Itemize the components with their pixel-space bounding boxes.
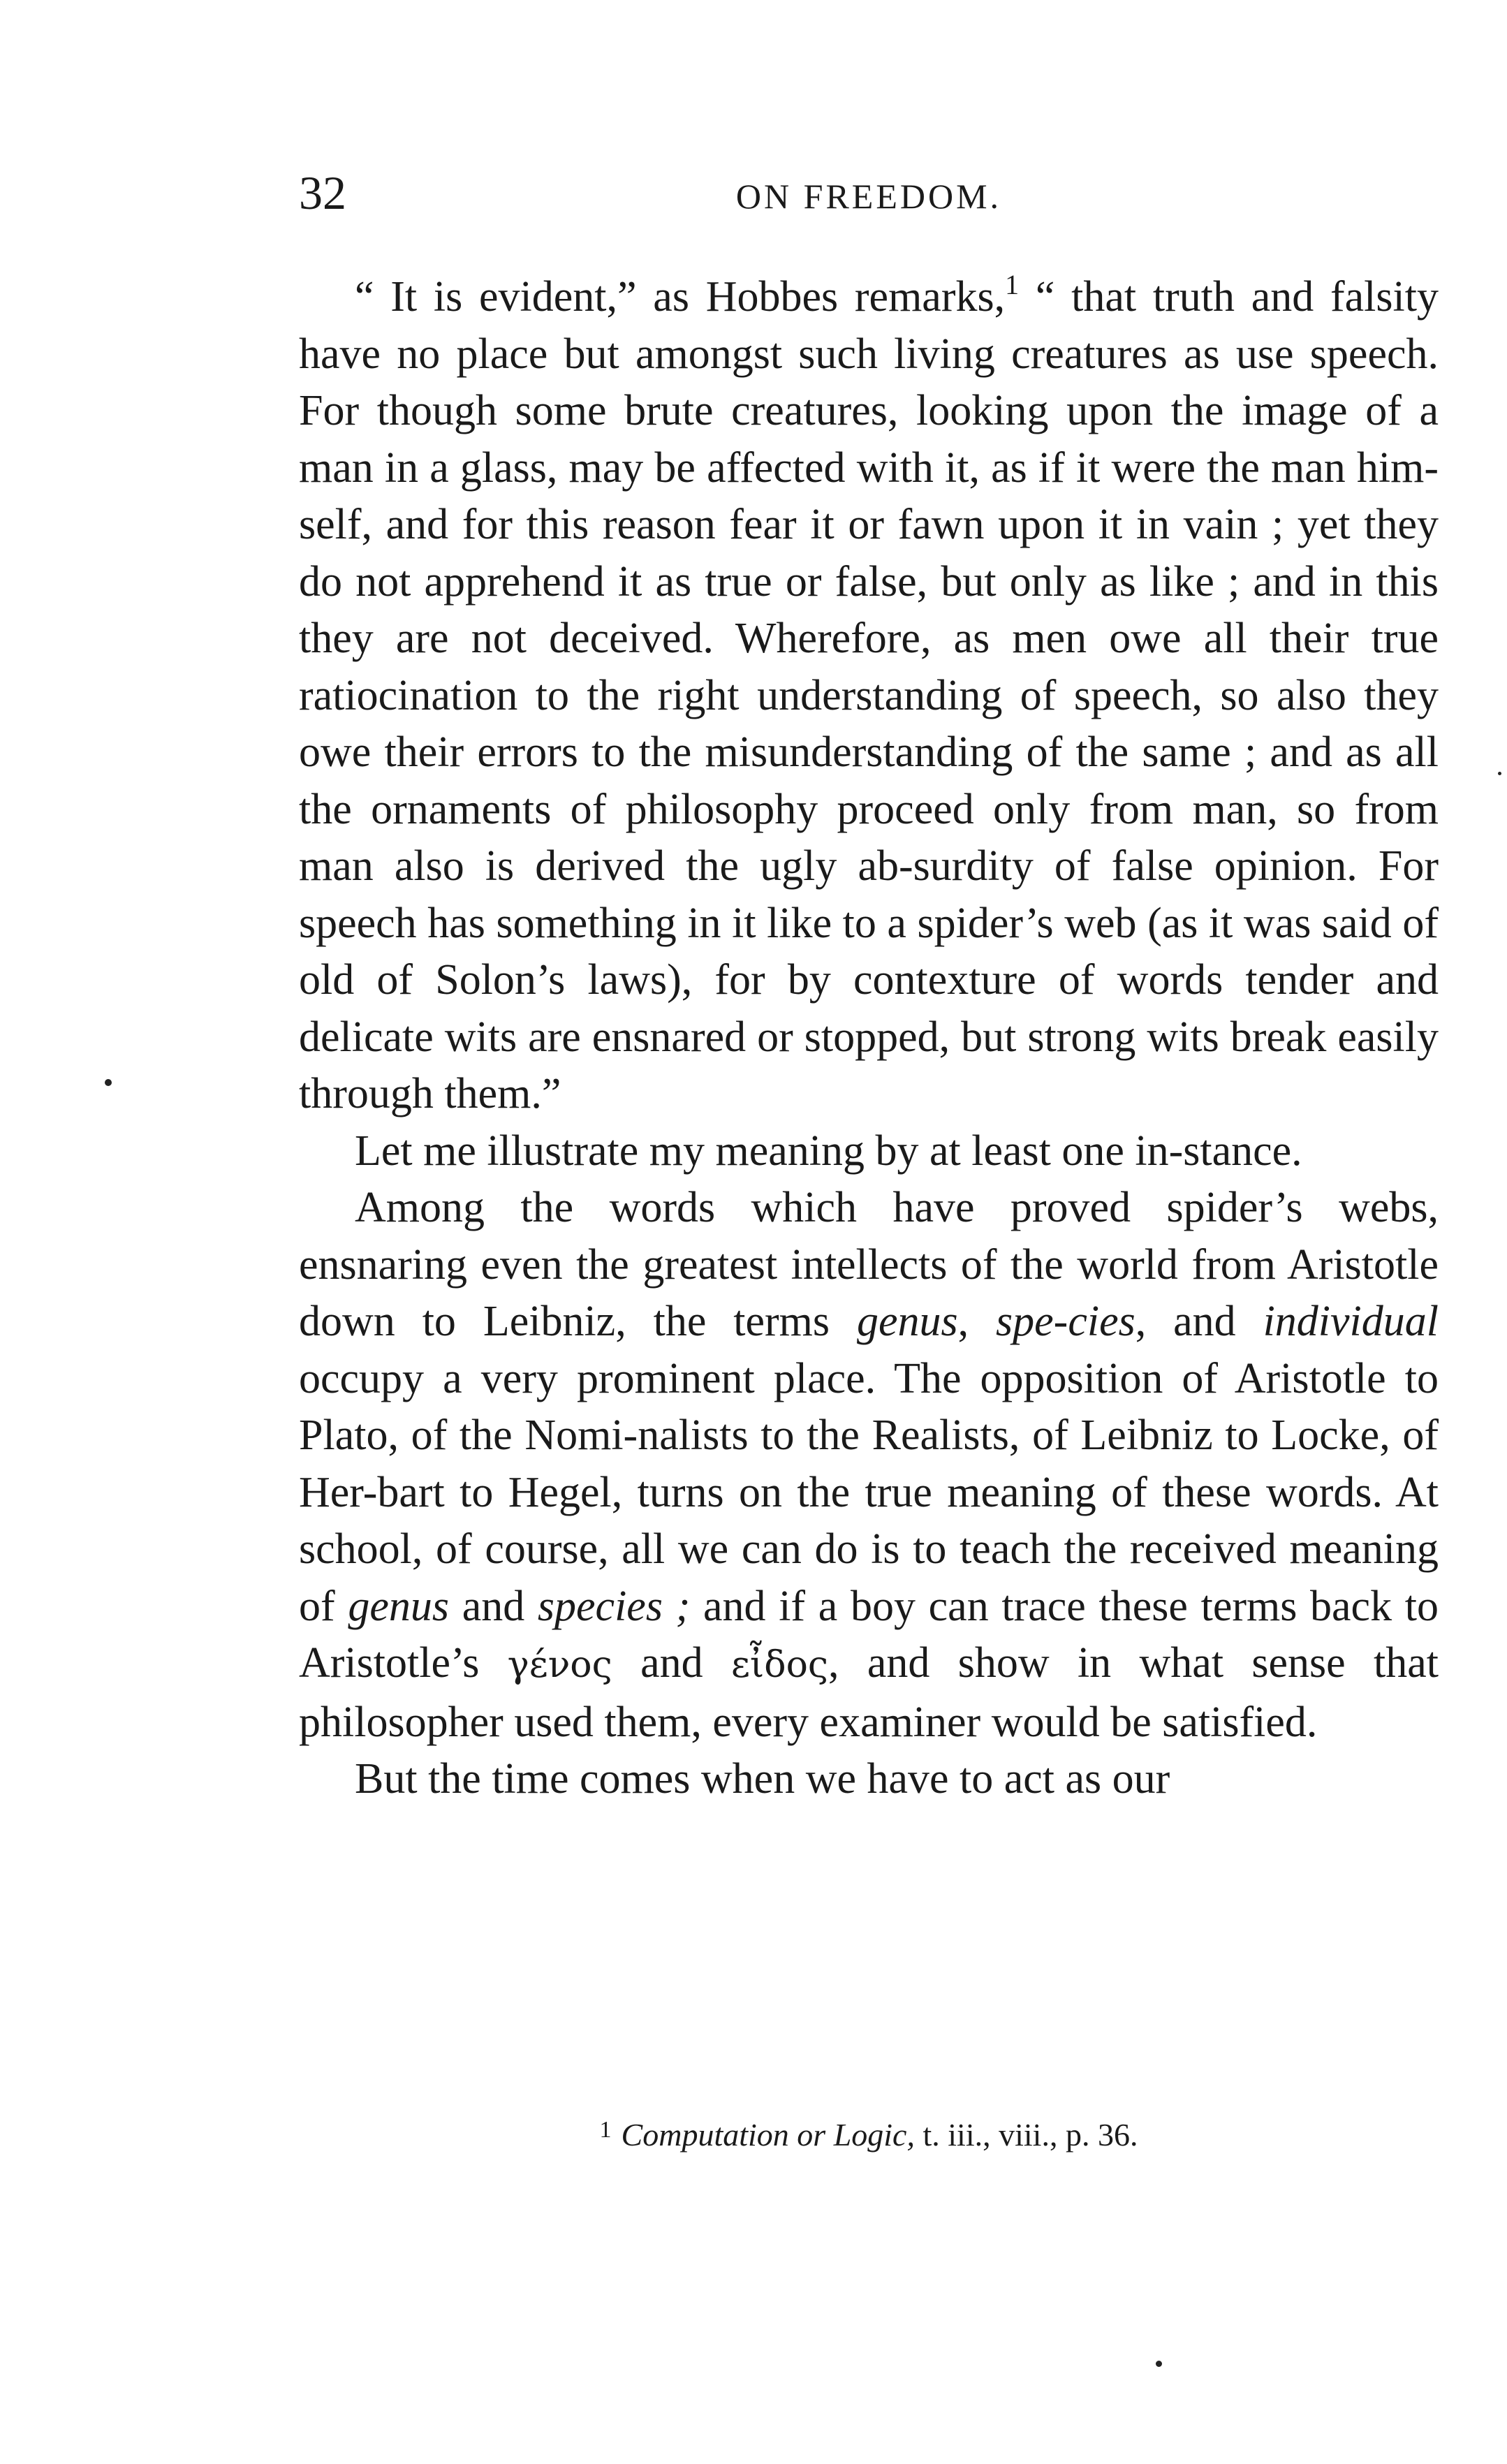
footnote-mark: 1 — [599, 2117, 612, 2143]
footnote — [299, 2109, 1439, 2156]
paragraph-but-the-time: But the time comes when we have to act as our — [355, 1755, 1170, 1803]
paragraph-spiders-webs: Among the words which have proved spider’s webs, ensnaring even the greatest intellects of the world from Aristotle down to Leibniz, the terms genus, spe-cies, and individual occupy a very prominent place. The opposition of Aristotle to Plato, of the Nomi-nalists to the Realists, of Leibniz to Locke, of Her-bart to Hegel, turns on the true meaning of these words. At school, of course, all we can do is to teach the received meaning of genus and species ; and if a boy can trace these terms back to Aristotle’s γένος and εἶδος, and show in what sense that philosopher used them, every examiner would be satisfied. — [299, 1184, 1439, 1746]
scan-speck — [105, 1079, 112, 1086]
scan-speck — [1498, 772, 1501, 775]
term-genus-2: genus — [348, 1582, 449, 1630]
footnote-reference: 1 — [1005, 269, 1020, 300]
body-text — [299, 269, 1439, 1808]
greek-eidos: εἶδος — [730, 1644, 829, 1686]
greek-genos: γένος — [507, 1644, 612, 1686]
quote-body: “ that truth and falsity have no place but amongst such living creatures as use speech. For though some brute creatures, looking upon the image of a man in a glass, may be affected with it, as if it were the man him-self, and for this reason fear it or fawn upon it in vain ; yet they do not apprehend it as true or false, but only as like ; and in this they are not deceived. Wherefore, as men owe all their true ratiocination to the right understanding of speech, so also they owe their errors to the misunderstanding of the same ; and as all the ornaments of philosophy proceed only from man, so from man also is derived the ugly ab-surdity of false opinion. For speech has something in it like to a spider’s web (as it was said of old of Solon’s laws), for by contexture of words tender and delicate wits are ensnared or stopped, but strong wits break easily through them.” — [299, 273, 1439, 1117]
term-genus: genus — [856, 1298, 958, 1345]
term-species: spe-cies — [996, 1298, 1135, 1345]
scan-speck — [1156, 2361, 1162, 2367]
footnote-work-title: Computation or Logic, — [621, 2117, 915, 2153]
paragraph-illustrate: Let me illustrate my meaning by at least one in-stance. — [355, 1127, 1302, 1175]
page-number: 32 — [299, 166, 346, 219]
term-species-2: species ; — [537, 1582, 691, 1630]
paragraph-hobbes-quote — [299, 269, 1439, 1123]
term-individual: individual — [1263, 1298, 1439, 1345]
footnote-reference-text: t. iii., viii., p. 36. — [914, 2117, 1138, 2153]
running-head: ON FREEDOM. — [735, 177, 1002, 216]
quote-intro: “ It is evident,” as Hobbes remarks, — [355, 273, 1006, 321]
page-header — [299, 165, 1439, 221]
